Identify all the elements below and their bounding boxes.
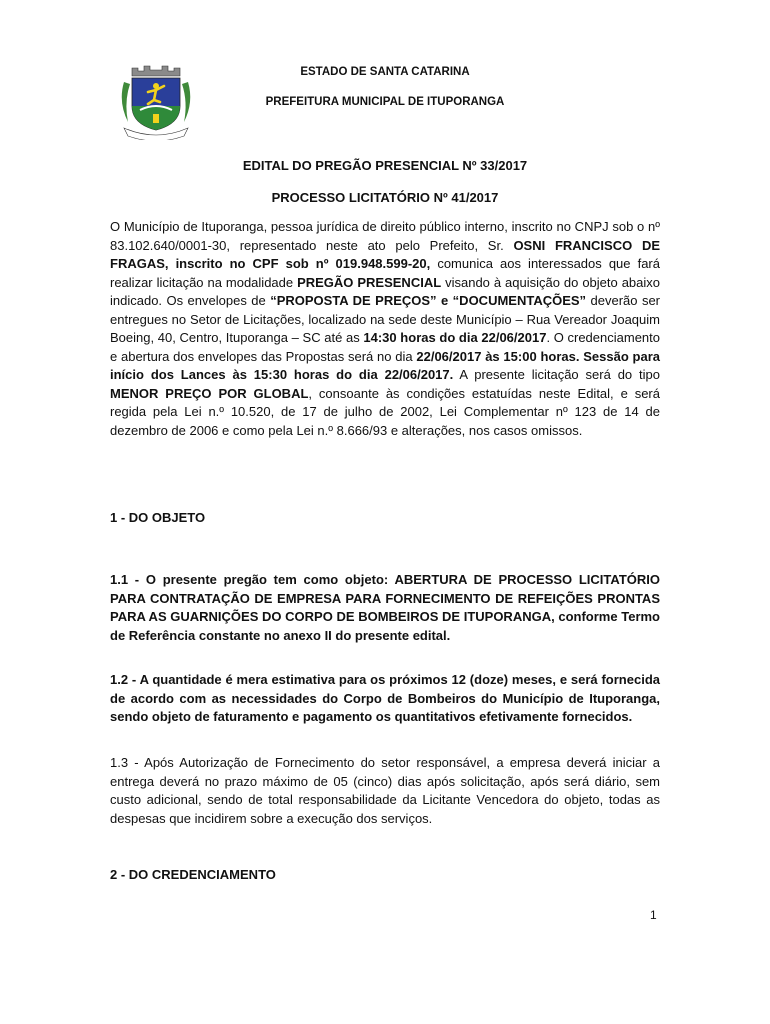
intro-bold-run: 22/06/2017 às 15:00 horas. Sessão para início dos Lances às 15:30 horas do dia 22/06/2017. [110,348,660,382]
intro-bold-run: MENOR PREÇO POR GLOBAL [110,385,309,401]
prefecture-name: PREFEITURA MUNICIPAL DE ITUPORANGA [265,96,505,108]
intro-text-run: deverão ser entregues no Setor de Licitações, localizado na sede deste Município – Rua Vereador Joaquim Boeing, 40, Centro, Ituporanga – SC até as [110,293,661,345]
item-1-3: 1.3 - Após Autorização de Fornecimento do setor responsável, a empresa deverá iniciar a entrega deverá no prazo máximo de 05 (cinco) dias após solicitação, após será diário, sem custo adicional, sendo de total responsabilidade da Licitante Vencedora do objeto, todas as despesas que incidirem sobre a execução dos serviços. [110,755,660,826]
intro-bold-run: 14:30 horas do dia 22/06/2017 [363,330,547,345]
intro-bold-run: OSNI FRANCISCO DE FRAGAS, inscrito no CPF sob nº 019.948.599-20, [110,237,661,271]
intro-text-run: visando à aquisição do objeto abaixo indicado. Os envelopes de [110,274,660,308]
intro-text-run: . O credenciamento e abertura dos envelopes das Propostas será no dia [110,330,660,364]
intro-text-run: O Município de Ituporanga, pessoa jurídica de direito público interno, inscrito no CNPJ sob o nº 83.102.640/0001-30, representado neste ato pelo Prefeito, Sr. [110,219,660,253]
intro-bold-run: PREGÃO PRESENCIAL [297,274,442,290]
intro-text-run: A presente licitação será do tipo [453,367,660,382]
edital-title: EDITAL DO PREGÃO PRESENCIAL Nº 33/2017 [242,158,528,173]
intro-bold-run: “PROPOSTA DE PREÇOS” e “DOCUMENTAÇÕES” [270,293,587,308]
intro-text-run: , consoante às condições estatuídas neste Edital, e será regida pela Lei n.º 10.520, de 17 de julho de 2002, Lei Complementar nº 123 de 14 de dezembro de 2006 e como pela Lei n.º 8.666/93 e alterações, nos casos omissos. [110,385,660,438]
state-name: ESTADO DE SANTA CATARINA [300,66,470,78]
section-1-heading: 1 - DO OBJETO [110,510,206,525]
page-number: 1 [650,908,657,922]
processo-title: PROCESSO LICITATÓRIO Nº 41/2017 [271,190,499,205]
municipal-crest-icon [118,62,194,140]
section-2-heading: 2 - DO CREDENCIAMENTO [110,867,276,882]
item-1-1: 1.1 - O presente pregão tem como objeto: ABERTURA DE PROCESSO LICITATÓRIO PARA CONTRATAÇÃO DE EMPRESA PARA FORNECIMENTO DE REFEIÇÕES PRONTAS PARA AS GUARNIÇÕES DO CORPO DE BOMBEIROS DE ITUPORANGA, conforme Termo de Referência constante no anexo II do presente edital. [110,572,660,643]
item-1-2: 1.2 - A quantidade é mera estimativa para os próximos 12 (doze) meses, e será fornecida de acordo com as necessidades do Corpo de Bombeiros do Município de Ituporanga, sendo objeto de faturamento e pagamento os quantitativos efetivamente fornecidos. [110,672,660,724]
intro-paragraph [110,218,660,440]
intro-text-run: comunica aos interessados que fará realizar licitação na modalidade [110,256,660,290]
